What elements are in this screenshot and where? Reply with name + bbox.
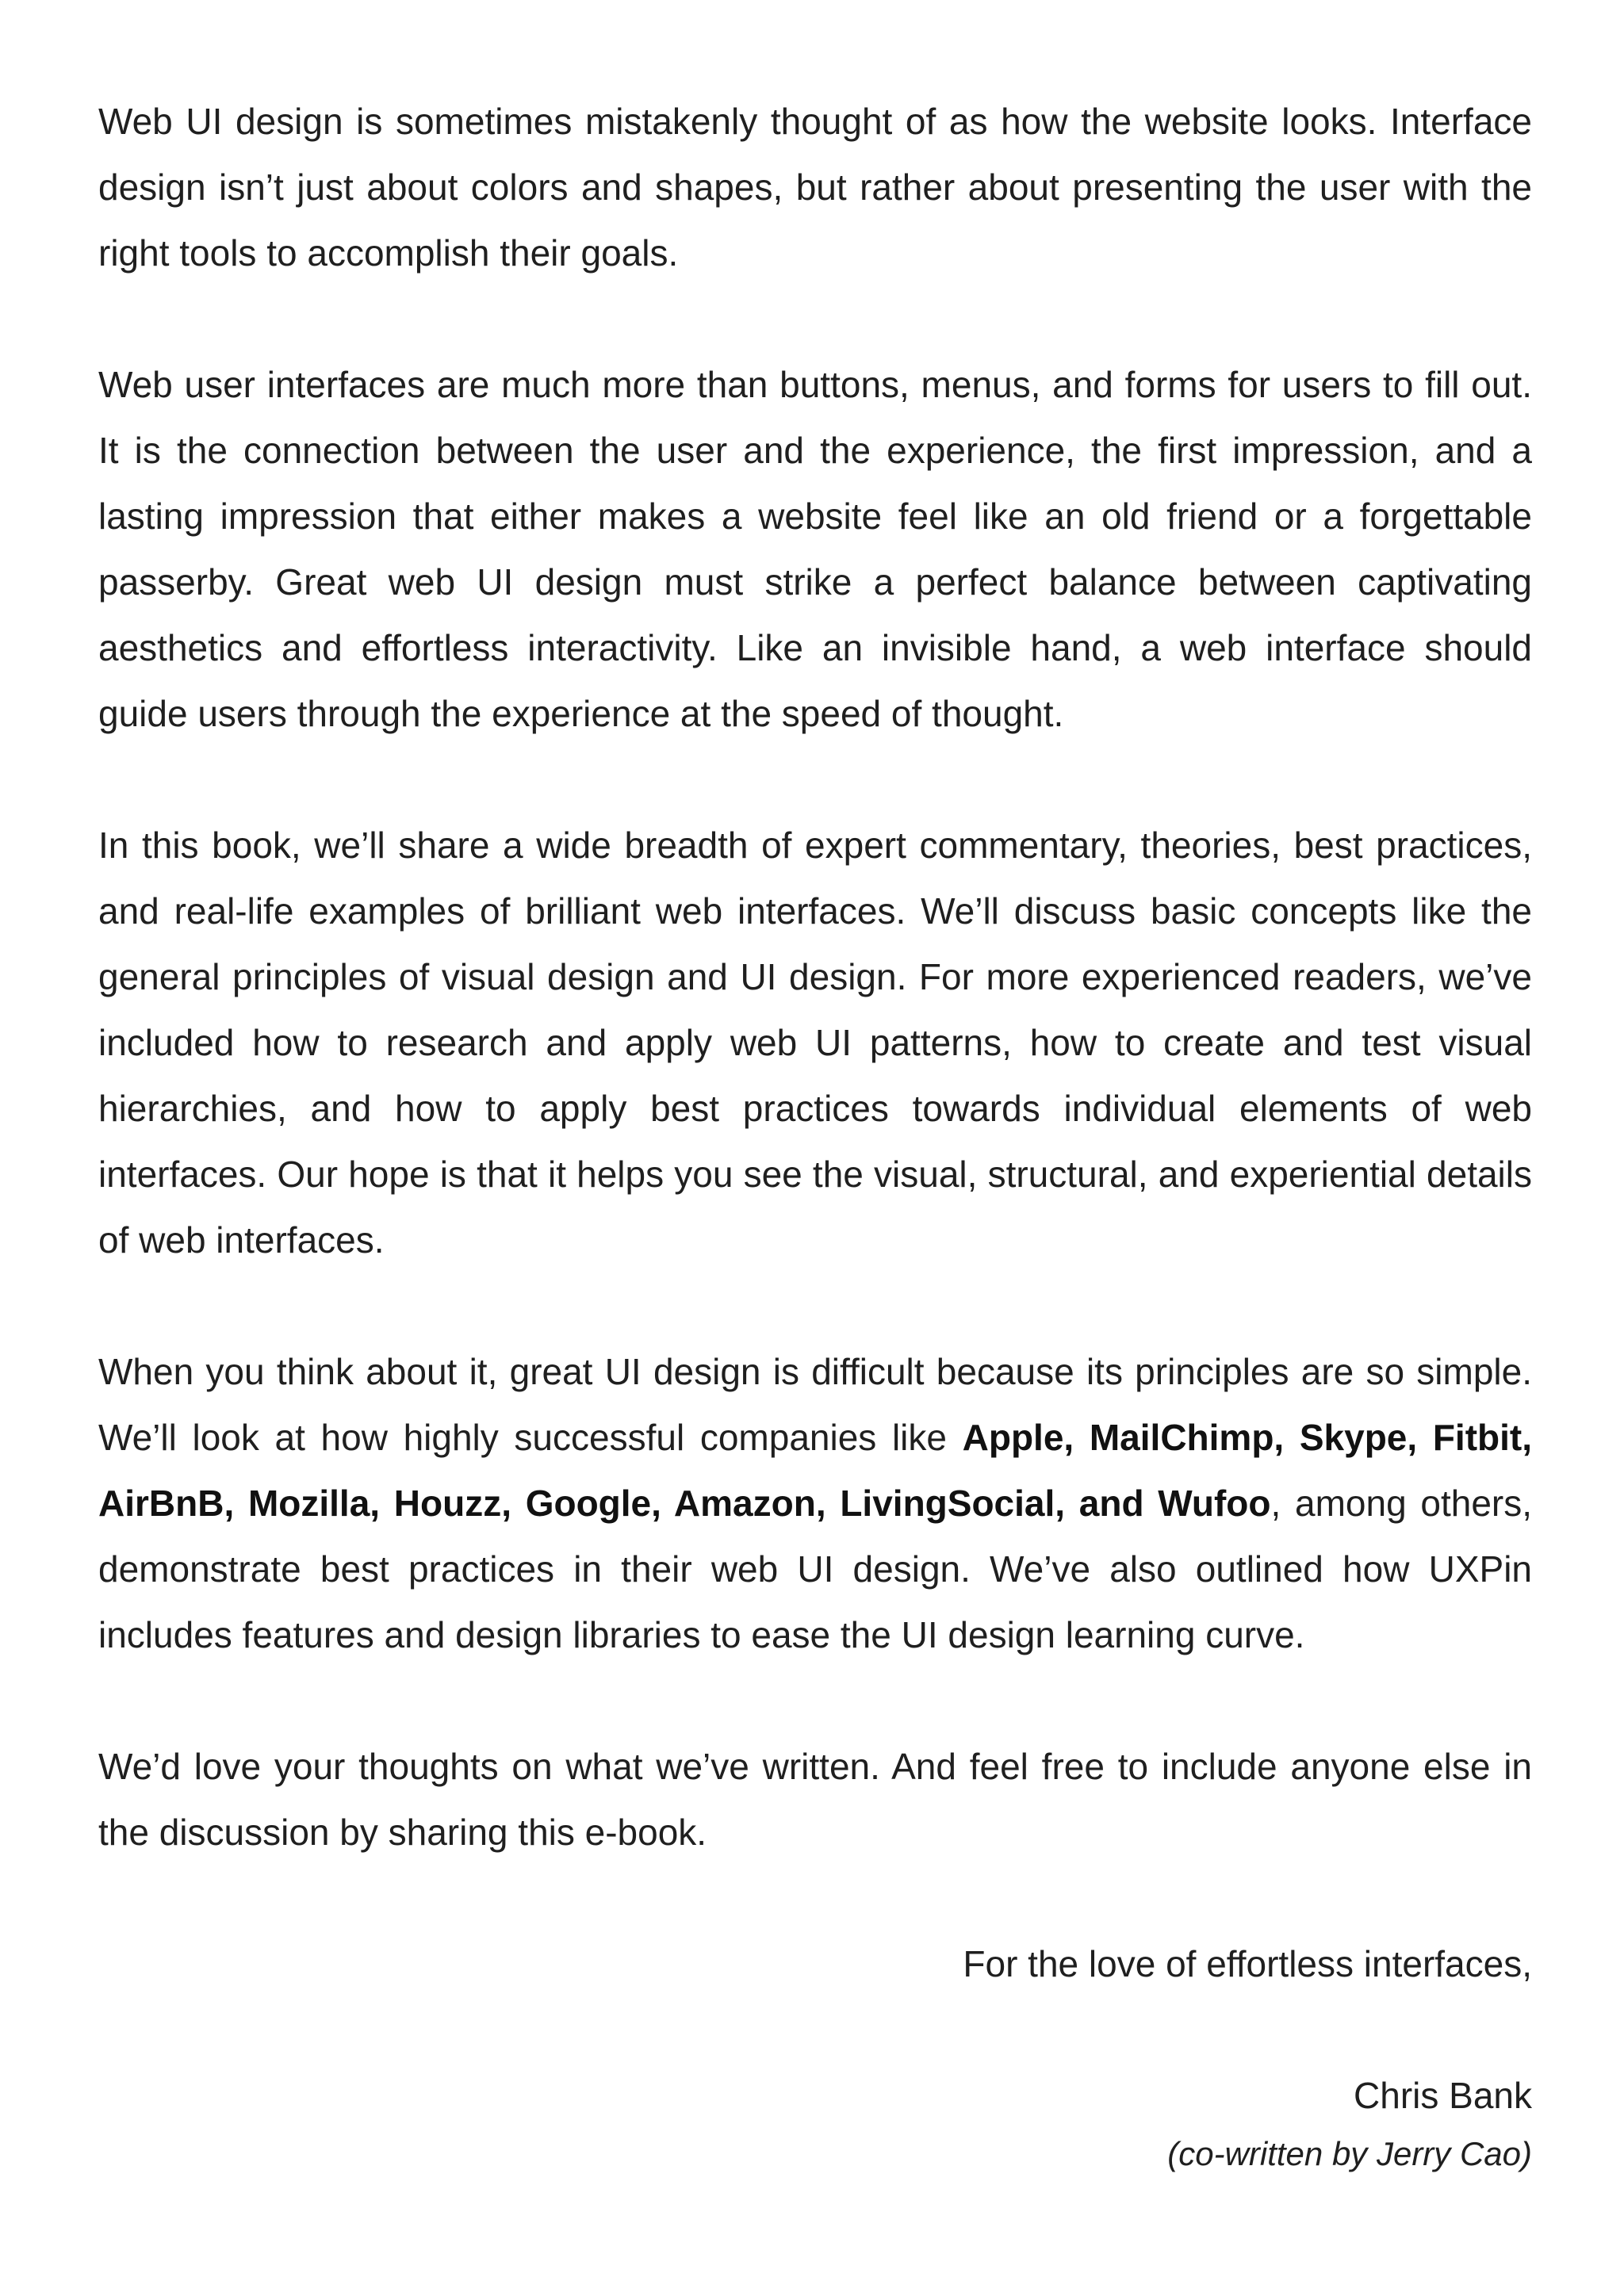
companies-paragraph-tail: , among others, demonstrate best practices in their web UI design. We’ve also outlined how UXPin includes features and design libraries to ease the UI design learning curve. (98, 1483, 1533, 1655)
intro-paragraph: Web UI design is sometimes mistakenly thought of as how the website looks. Interface design isn’t just about colors and shapes, but rather about presenting the user with the right tools to accomplish their goals. (98, 101, 1532, 274)
document-page (98, 89, 1532, 2178)
company-list: Apple, MailChimp, Skype, Fitbit, AirBnB, Mozilla, Houzz, Google, Amazon, LivingSocial, and Wufoo (98, 1417, 1532, 1524)
companies-paragraph-lead: When you think about it, great UI design is difficult because its principles are so simple. We’ll look at how highly successful companies like (98, 1351, 1532, 1458)
feedback-paragraph: We’d love your thoughts on what we’ve written. And feel free to include anyone else in the discussion by sharing this e-book. (98, 1746, 1532, 1853)
co-author-credit: (co-written by Jerry Cao) (1167, 2135, 1532, 2172)
author-name: Chris Bank (1354, 2075, 1532, 2116)
interfaces-paragraph: Web user interfaces are much more than buttons, menus, and forms for users to fill out. It is the connection between the user and the experience, the first impression, and a lasting impression that either makes a website feel like an old friend or a forgettable passerby. Great web UI design must strike a perfect balance between captivating aesthetics and effortless interactivity. Like an invisible hand, a web interface should guide users through the experience at the speed of thought. (98, 364, 1532, 734)
book-overview-paragraph: In this book, we’ll share a wide breadth of expert commentary, theories, best practices, and real-life examples of brilliant web interfaces. We’ll discuss basic concepts like the general principles of visual design and UI design. For more experienced readers, we’ve included how to research and apply web UI patterns, how to create and test visual hierarchies, and how to apply best practices towards individual elements of web interfaces. Our hope is that it helps you see the visual, structural, and experiential details of web interfaces. (98, 825, 1532, 1261)
sign-off: For the love of effortless interfaces, (963, 1943, 1532, 1984)
companies-paragraph (98, 1339, 1532, 1668)
